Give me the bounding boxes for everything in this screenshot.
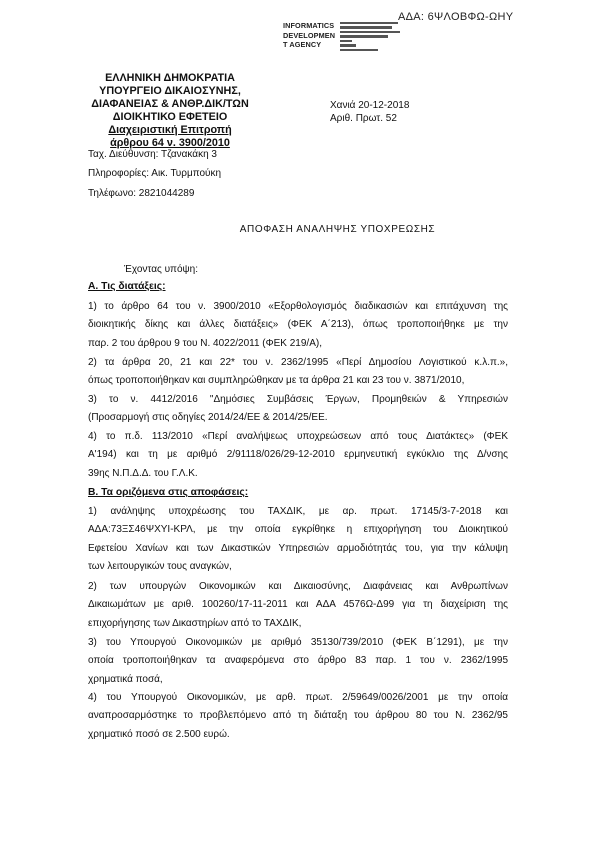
text-line: χρηματικό ποσό σε 2.500 ευρώ. xyxy=(88,728,230,740)
stamp-tiny-line xyxy=(340,26,392,28)
stamp-line: INFORMATICS xyxy=(283,21,335,30)
section-a-item-3 xyxy=(88,391,508,428)
authority-line: ΥΠΟΥΡΓΕΙΟ ΔΙΚΑΙΟΣΥΝΗΣ, xyxy=(99,85,241,97)
stamp-small-print xyxy=(340,22,400,53)
authority-line: ΕΛΛΗΝΙΚΗ ΔΗΜΟΚΡΑΤΙΑ xyxy=(105,72,235,84)
section-b-item-4 xyxy=(88,689,508,744)
stamp-tiny-line xyxy=(340,22,398,24)
text-line: 2) τα άρθρα 20, 21 και 22* του ν. 2362/1995 «Περί Δημοσίου Λογιστικού κ.λ.π.», xyxy=(88,357,508,368)
text-line: των λειτουργικών τους αναγκών, xyxy=(88,560,232,572)
stamp-tiny-line xyxy=(340,49,378,51)
text-line: διοικητικής δίκης και άλλες διατάξεις» (ΦΕΚ Α΄213), όπως τροποποιήθηκε με την xyxy=(88,319,508,331)
text-line: 39ης Ν.Π.Δ.Δ. του Γ.Λ.Κ. xyxy=(88,467,198,479)
text-line: 4) του Υπουργού Οικονομικών, με αρθ. πρωτ. 2/59649/0026/2001 με την οποία xyxy=(88,692,508,703)
stamp-tiny-line xyxy=(340,40,352,42)
text-line: 4) το π.δ. 113/2010 «Περί αναλήψεως υποχρεώσεων από τους Διατάκτες» (ΦΕΚ xyxy=(88,431,508,442)
authority-line: άρθρου 64 ν. 3900/2010 xyxy=(110,137,230,149)
section-b-item-2 xyxy=(88,578,508,633)
stamp-tiny-line xyxy=(340,44,356,46)
section-b-item-1 xyxy=(88,503,508,576)
text-line: 2) των υπουργών Οικονομικών και Δικαιοσύνης, Διαφάνειας και Ανθρωπίνων xyxy=(88,581,508,592)
text-line: Α'194) και τη με αριθμό 2/91118/026/29-12-2010 ερμηνευτική εγκύκλιο της Δ/νσης xyxy=(88,449,508,461)
text-line: αναπροσαρμόστηκε το προβλεπόμενο από τη διάταξη του άρθρου 80 του Ν. 2362/95 xyxy=(88,710,508,722)
protocol-number: Αριθ. Πρωτ. 52 xyxy=(330,113,397,124)
text-line: Δικαιωμάτων με αριθ. 100260/17-11-2011 και ΑΔΑ 4576Ω-Δ99 για τη διαχείριση της xyxy=(88,599,508,611)
stamp-line: T AGENCY xyxy=(283,40,322,49)
text-line: παρ. 2 του άρθρου 9 του Ν. 4022/2011 (ΦΕΚ 219/Α), xyxy=(88,337,322,349)
section-a-item-2 xyxy=(88,354,508,391)
text-line: Εφετείου Χανίων και των Δικαστικών Υπηρεσιών αρμοδιότητάς του, για την κάλυψη xyxy=(88,542,508,554)
text-line: 1) το άρθρο 64 του ν. 3900/2010 «Εξορθολογισμός διαδικασιών και επιτάχυνση της xyxy=(88,301,508,312)
text-line: επιχορήγησης των Δικαστηρίων από το ΤΑΧΔΙΚ, xyxy=(88,617,302,629)
text-line: 1) ανάληψης υποχρέωσης του ΤΑΧΔΙΚ, με αρ. πρωτ. 17145/3-7-2018 και xyxy=(88,506,508,517)
authority-line: ΔΙΟΙΚΗΤΙΚΟ ΕΦΕΤΕΙΟ xyxy=(112,111,228,123)
contact-info: Πληροφορίες: Αικ. Τυρμπούκη xyxy=(88,168,222,179)
text-line: 3) του Υπουργού Οικονομικών με αριθμό 35130/739/2010 (ΦΕΚ Β΄1291), με την xyxy=(88,637,508,648)
issuing-authority xyxy=(70,72,270,150)
text-line: όπως τροποποιήθηκαν και συμπληρώθηκαν με τα άρθρα 21 και 23 του ν. 3871/2010, xyxy=(88,375,465,387)
place-date: Χανιά 20-12-2018 xyxy=(330,100,410,111)
authority-line: ΔΙΑΦΑΝΕΙΑΣ & ΑΝΘΡ.ΔΙΚ/ΤΩΝ xyxy=(91,98,249,110)
stamp-tiny-line xyxy=(340,31,400,33)
section-a-heading: Α. Τις διατάξεις: xyxy=(88,281,166,292)
text-line: οποία τροποποιήθηκαν τα αναφερόμενα στο άρθρο 83 παρ. 1 του ν. 2362/1995 xyxy=(88,655,508,667)
stamp-logo-text xyxy=(283,21,335,50)
document-title: ΑΠΟΦΑΣΗ ΑΝΑΛΗΨΗΣ ΥΠΟΧΡΕΩΣΗΣ xyxy=(239,224,436,235)
ada-code: ΑΔΑ: 6ΨΛΟΒΦΩ-ΩΗΥ xyxy=(398,11,514,23)
text-line: χρηματικά ποσά, xyxy=(88,673,163,685)
text-line: (Προσαρμογή στις οδηγίες 2014/24/ΕΕ & 2014/25/ΕΕ. xyxy=(88,412,328,424)
section-a-item-4 xyxy=(88,428,508,483)
contact-address: Ταχ. Διεύθυνση: Τζανακάκη 3 xyxy=(88,149,217,160)
text-line: 3) το ν. 4412/2016 "Δημόσιες Συμβάσεις Έργων, Προμηθειών & Υπηρεσιών xyxy=(88,394,508,405)
contact-phone: Τηλέφωνο: 2821044289 xyxy=(88,188,195,199)
section-a-item-1 xyxy=(88,298,508,353)
intro-text: Έχοντας υπόψη: xyxy=(124,264,198,275)
section-b-item-3 xyxy=(88,634,508,689)
text-line: ΑΔΑ:73ΞΣ46ΨΧΥΙ-ΚΡΛ, με την οποία εγκρίθηκε η επιχορήγηση του Διοικητικού xyxy=(88,524,508,536)
stamp-line: DEVELOPMEN xyxy=(283,30,336,40)
section-b-heading: Β. Τα οριζόμενα στις αποφάσεις: xyxy=(88,487,249,498)
stamp-tiny-line xyxy=(340,35,388,37)
document-meta xyxy=(330,99,409,125)
authority-line: Διαχειριστική Επιτροπή xyxy=(108,124,232,136)
